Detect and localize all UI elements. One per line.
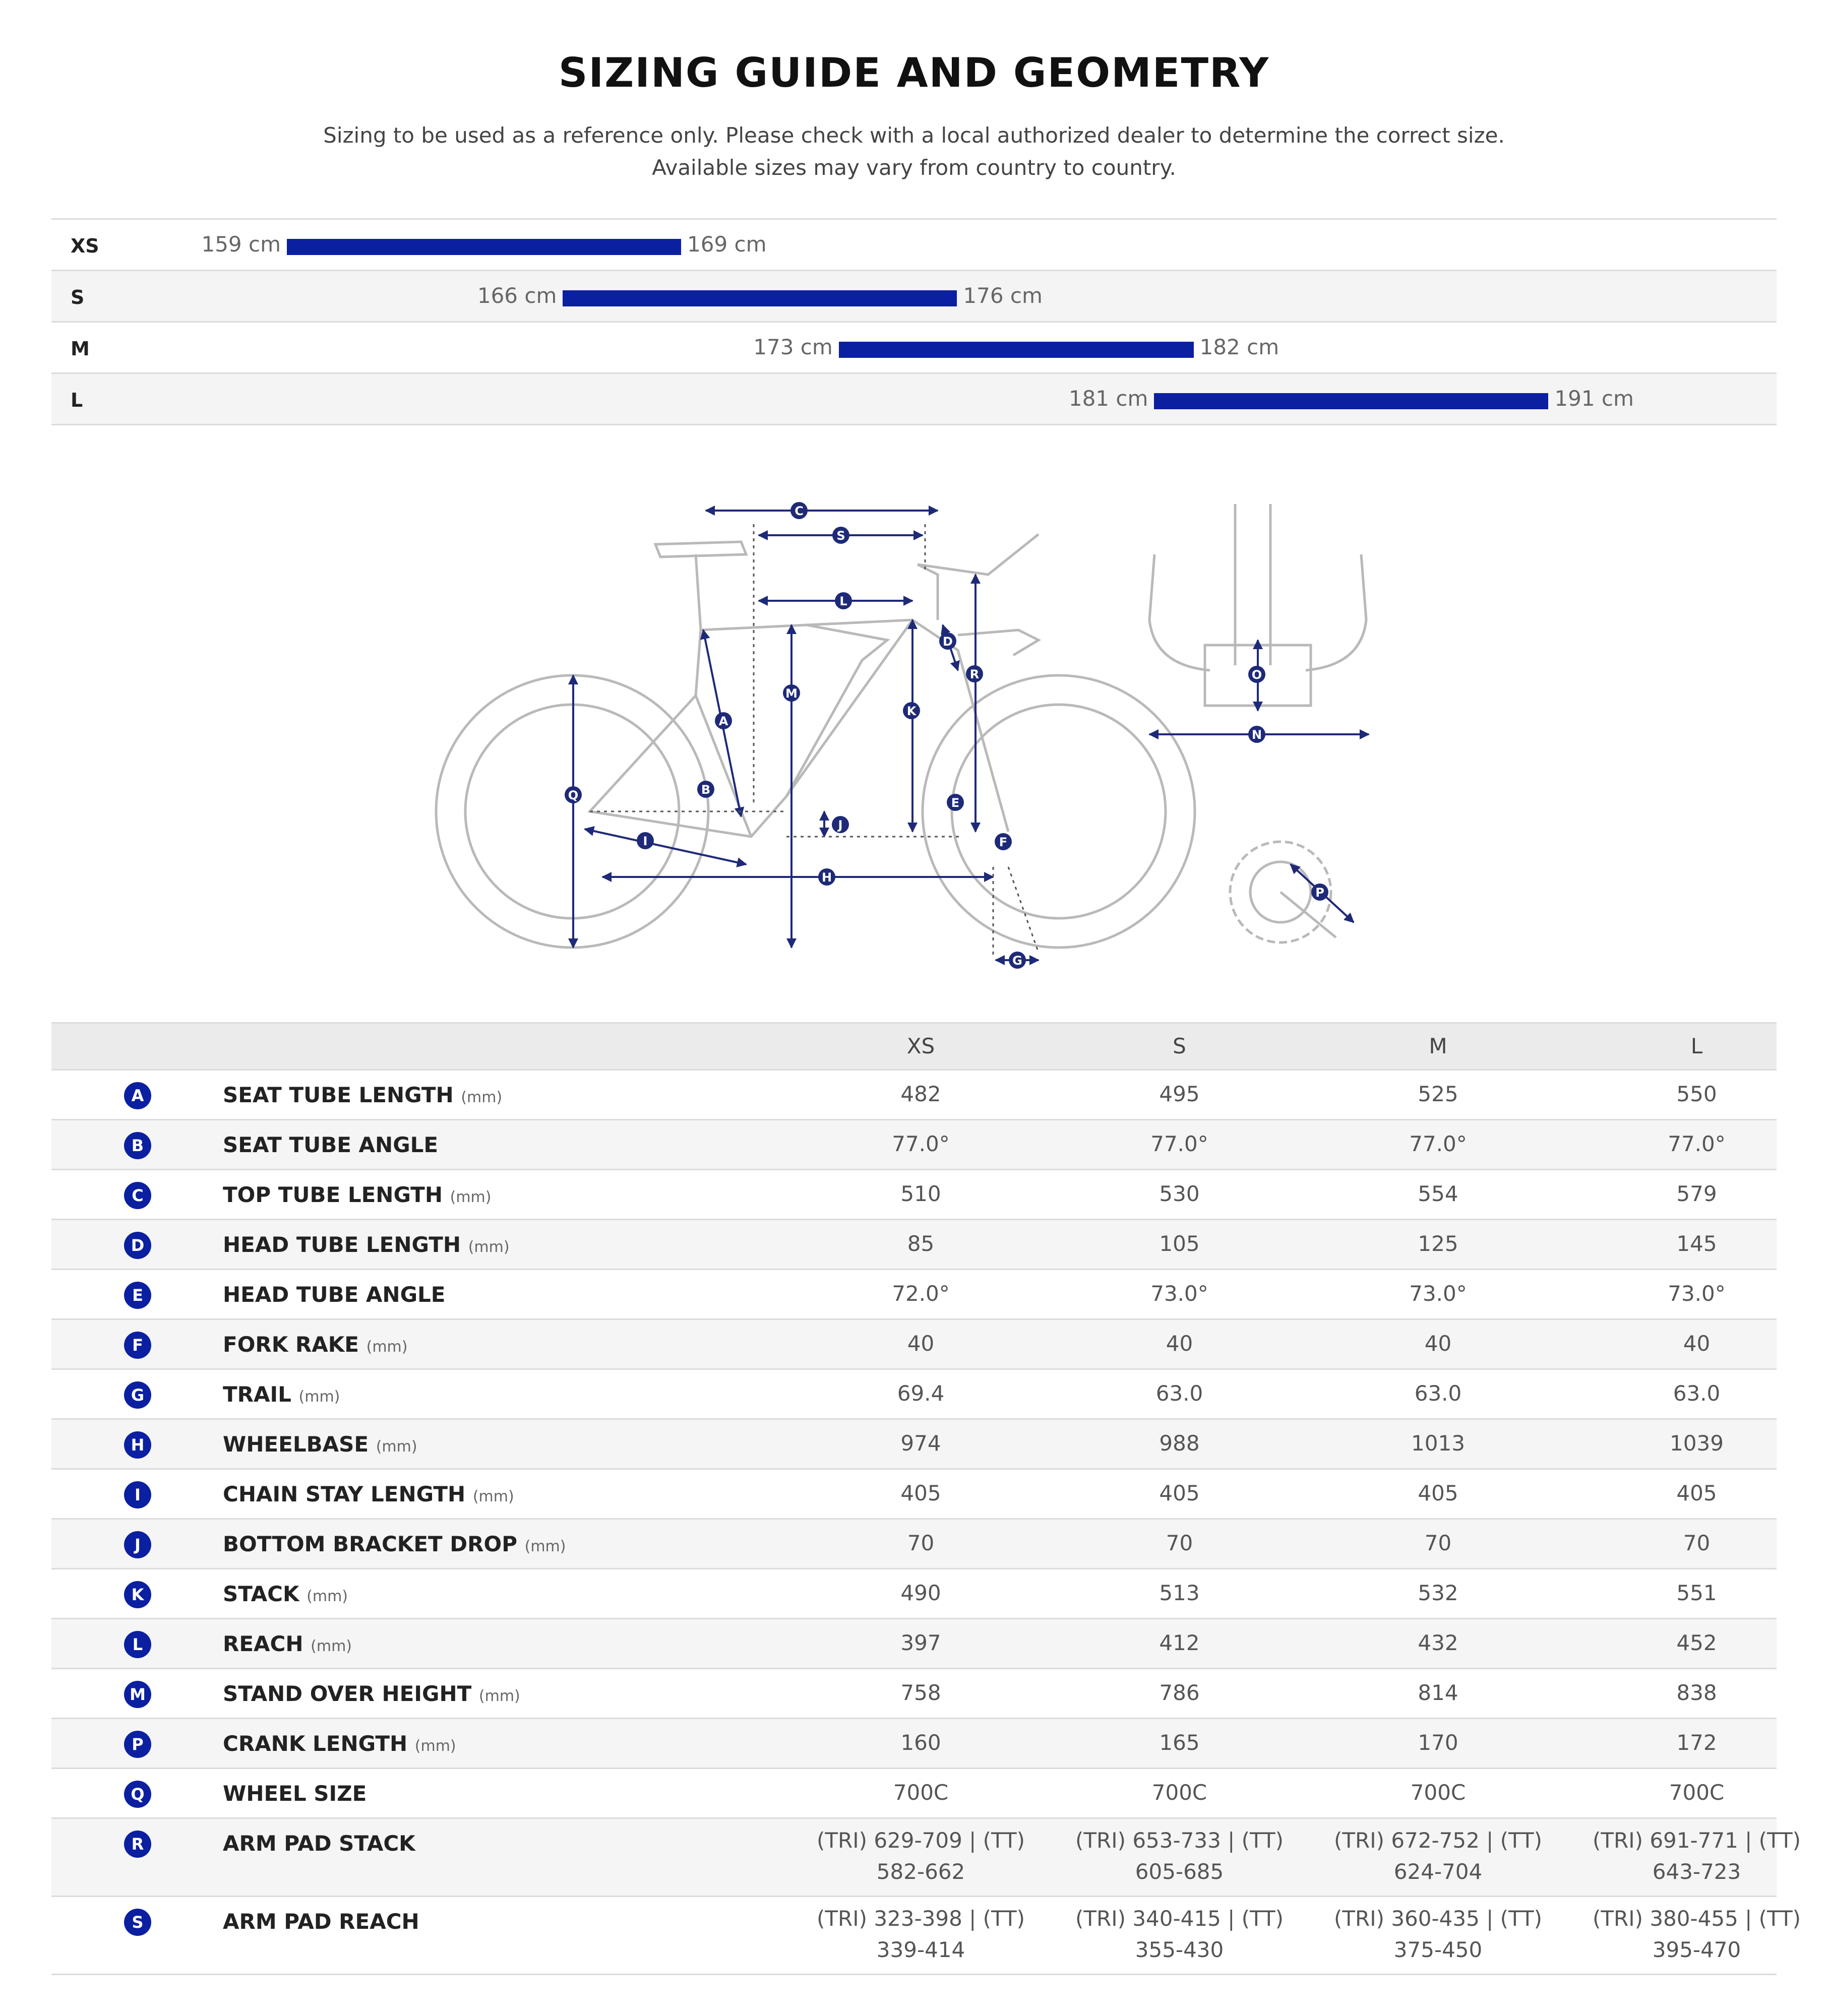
size-range-row [51,321,1777,372]
table-cell: 700C [1669,1780,1725,1805]
dimension-letter-badge: R [124,1831,151,1858]
diagram-badge-letter: D [943,635,953,649]
table-cell: 405 [1418,1481,1458,1505]
table-cell: 1039 [1670,1431,1724,1456]
measurement-unit: (mm) [461,1089,503,1106]
measurement-unit: (mm) [414,1737,456,1755]
table-cell: 70 [1424,1531,1452,1555]
table-cell: 70 [1166,1531,1193,1555]
table-cell: 579 [1676,1181,1717,1206]
geometry-diagram [0,484,1828,978]
size-range-chart [51,218,1777,425]
measurement-name: ARM PAD STACK [223,1831,415,1856]
diagram-badge-letter: J [838,818,843,832]
table-row [51,1470,1777,1520]
table-cell: 525 [1418,1082,1458,1106]
table-cell: 170 [1418,1730,1458,1755]
table-cell: (TRI) 360-435 | (TT) 375-450 [1333,1906,1543,1962]
dimension-letter-badge: L [124,1631,151,1658]
dimension-letter-badge: F [124,1332,151,1359]
table-cell: (TRI) 672-752 | (TT) 624-704 [1333,1828,1543,1884]
table-cell: 105 [1159,1231,1200,1256]
dimension-letter-badge: K [124,1581,151,1608]
table-row [51,1070,1777,1120]
dimension-letter-badge: M [124,1681,151,1708]
table-cell: 758 [900,1680,941,1705]
measurement-name: SEAT TUBE ANGLE [223,1132,439,1157]
table-cell: 513 [1159,1581,1200,1605]
table-cell: 145 [1676,1231,1717,1256]
table-cell: 397 [900,1630,941,1655]
aerobars [918,534,1039,655]
size-range-min: 173 cm [753,335,833,359]
measurement-unit: (mm) [376,1438,417,1456]
table-cell: 40 [907,1331,935,1356]
table-cell: 700C [893,1780,949,1805]
dimension-letter-badge: B [124,1132,151,1159]
measurement-name: WHEELBASE [223,1432,369,1457]
measurement-name: TRAIL [223,1382,291,1407]
front-wheel [923,675,1195,948]
size-range-row [51,270,1777,321]
table-cell: 172 [1676,1730,1717,1755]
table-cell: 63.0 [1673,1381,1721,1406]
table-cell: (TRI) 340-415 | (TT) 355-430 [1075,1906,1284,1962]
table-cell: 532 [1418,1581,1458,1605]
table-cell: 405 [1676,1481,1717,1505]
measurement-name: BOTTOM BRACKET DROP [223,1532,517,1556]
table-cell: (TRI) 380-455 | (TT) 395-470 [1592,1906,1801,1962]
dimension-letter-badge: E [124,1282,151,1309]
measurement-unit: (mm) [311,1637,352,1655]
size-range-max: 176 cm [963,283,1043,308]
size-range-label: XS [71,235,99,257]
measurement-label [223,1582,348,1609]
table-cell: 77.0° [1668,1131,1726,1156]
table-row [51,1569,1777,1619]
table-cell: 974 [900,1431,941,1456]
table-cell: 63.0 [1414,1381,1462,1406]
column-header-xs: XS [906,1034,935,1058]
dimension-letter-badge: H [124,1431,151,1459]
measurement-name: CHAIN STAY LENGTH [223,1482,466,1506]
diagram-badge-letter: M [785,686,798,701]
dim-I [585,829,746,864]
diagram-badge-letter: H [821,870,832,885]
table-row [51,1420,1777,1470]
dimension-letter-badge: P [124,1731,151,1758]
size-range-bar [1154,393,1548,409]
measurement-unit: (mm) [468,1238,510,1256]
measurement-name: REACH [223,1631,303,1656]
bike-frame [590,620,1008,837]
diagram-badge-letter: F [999,835,1008,849]
diagram-badge-letter: Q [568,788,579,802]
measurement-name: WHEEL SIZE [223,1781,367,1806]
table-row [51,1170,1777,1220]
table-row [51,1270,1777,1320]
table-cell: 160 [900,1730,941,1755]
table-cell: 1013 [1411,1431,1465,1456]
column-header-m: M [1429,1034,1447,1058]
measurement-label [223,1631,352,1659]
diagram-badge-letter: I [643,834,648,848]
table-cell: 40 [1424,1331,1452,1356]
table-cell: 77.0° [1150,1131,1208,1156]
measurement-name: STAND OVER HEIGHT [223,1681,472,1706]
measurement-unit: (mm) [524,1538,566,1555]
measurement-unit: (mm) [478,1687,520,1705]
table-cell: 432 [1418,1630,1458,1655]
measurement-label [223,1182,491,1210]
size-range-label: M [71,338,90,360]
measurement-name: STACK [223,1582,299,1606]
table-cell: 77.0° [892,1131,950,1156]
diagram-badge-letter: A [718,714,728,728]
diagram-badge-letter: L [839,594,847,608]
measurement-unit: (mm) [366,1338,408,1356]
table-cell: 73.0° [1150,1281,1208,1306]
column-header-l: L [1690,1034,1703,1058]
size-range-max: 191 cm [1554,386,1634,411]
table-cell: 73.0° [1409,1281,1467,1306]
measurement-name: FORK RAKE [223,1332,359,1357]
diagram-badge-letter: K [906,704,917,718]
table-cell: 70 [907,1531,935,1555]
measurement-unit: (mm) [450,1188,492,1206]
size-range-bar [287,239,681,255]
size-range-bar [839,342,1194,358]
measurement-label [223,1482,514,1509]
size-range-label: L [71,389,83,411]
measurement-name: HEAD TUBE LENGTH [223,1232,461,1257]
measurement-label [223,1681,520,1709]
table-cell: (TRI) 629-709 | (TT) 582-662 [816,1828,1025,1884]
dimension-letter-badge: I [124,1481,151,1508]
table-cell: 700C [1151,1780,1207,1805]
table-cell: (TRI) 323-398 | (TT) 339-414 [816,1906,1025,1962]
table-cell: 482 [900,1082,941,1106]
table-cell: 786 [1159,1680,1200,1705]
table-cell: 490 [900,1581,941,1605]
measurement-label [223,1332,407,1360]
measurement-label [223,1083,502,1110]
measurement-label [223,1382,340,1410]
column-header-s: S [1173,1034,1186,1058]
dimension-letter-badge: A [124,1082,151,1109]
measurement-label [223,1781,367,1806]
measurement-label [223,1232,510,1260]
table-cell: 63.0 [1155,1381,1203,1406]
diagram-badge-letter: R [969,667,980,681]
sizing-disclaimer: Sizing to be used as a reference only. Please check with a local authorized dealer to determine the correct size. [323,123,1505,148]
table-row [51,1669,1777,1719]
measurement-label [223,1731,456,1759]
measurement-name: HEAD TUBE ANGLE [223,1282,446,1307]
geometry-table [51,1022,1801,1975]
dimension-letter-badge: J [124,1531,151,1558]
availability-note: Available sizes may vary from country to country. [652,155,1176,180]
saddle [655,542,746,630]
table-cell: 165 [1159,1730,1200,1755]
table-row [51,1370,1777,1420]
page-title: SIZING GUIDE AND GEOMETRY [558,49,1270,96]
diagram-badge-letter: P [1315,886,1324,900]
table-row [51,1320,1777,1370]
diagram-badge-letter: B [701,783,711,797]
measurement-name: TOP TUBE LENGTH [223,1182,443,1207]
dimension-letter-badge: G [124,1381,151,1409]
table-cell: (TRI) 653-733 | (TT) 605-685 [1075,1828,1284,1884]
table-row [51,1819,1801,1897]
dimension-letter-badge: C [124,1182,151,1209]
size-range-min: 159 cm [201,232,281,257]
measurement-label [223,1831,415,1856]
table-row [51,1719,1777,1769]
table-row [51,1520,1777,1569]
measurement-label [223,1532,566,1559]
table-cell: 73.0° [1668,1281,1726,1306]
diagram-badge-letter: E [951,796,960,810]
size-range-bar [563,290,957,306]
size-range-max: 182 cm [1199,335,1279,359]
table-cell: 838 [1676,1680,1717,1705]
diagram-badge-letter: C [795,504,804,518]
table-cell: 530 [1159,1181,1200,1206]
table-cell: 814 [1418,1680,1458,1705]
diagram-badge-letter: S [836,529,845,543]
dimension-letter-badge: S [124,1909,151,1936]
size-range-max: 169 cm [687,232,767,257]
table-row [51,1897,1801,1975]
table-cell: 40 [1683,1331,1711,1356]
table-cell: 452 [1676,1630,1717,1655]
table-cell: 700C [1410,1780,1466,1805]
size-range-row [51,218,1777,270]
table-cell: 77.0° [1409,1131,1467,1156]
table-cell: 69.4 [897,1381,945,1406]
size-range-row [51,372,1777,425]
size-range-min: 181 cm [1068,386,1148,411]
measurement-label [223,1909,419,1934]
size-range-label: S [71,286,85,308]
table-cell: 405 [1159,1481,1200,1505]
measurement-name: SEAT TUBE LENGTH [223,1083,454,1107]
size-range-min: 166 cm [477,283,557,308]
measurement-name: CRANK LENGTH [223,1731,408,1756]
diagram-badge-letter: G [1012,954,1022,968]
measurement-unit: (mm) [472,1488,514,1505]
table-cell: 40 [1166,1331,1193,1356]
measurement-unit: (mm) [298,1388,340,1406]
diagram-badge-letter: O [1251,668,1262,682]
table-cell: 405 [900,1481,941,1505]
dimension-letter-badge: Q [124,1781,151,1808]
table-row [51,1220,1777,1270]
diagram-badge-letter: N [1251,728,1262,742]
table-cell: 550 [1676,1082,1717,1106]
table-cell: 988 [1159,1431,1200,1456]
table-cell: 554 [1418,1181,1458,1206]
measurement-label [223,1432,417,1460]
measurement-label [223,1282,446,1307]
table-cell: 495 [1159,1082,1200,1106]
table-cell: 510 [900,1181,941,1206]
measurement-label [223,1132,438,1158]
table-cell: 125 [1418,1231,1458,1256]
table-row [51,1120,1777,1170]
measurement-unit: (mm) [307,1588,348,1605]
table-cell: 412 [1159,1630,1200,1655]
table-cell: 85 [907,1231,935,1256]
table-cell: (TRI) 691-771 | (TT) 643-723 [1592,1828,1801,1884]
table-row [51,1769,1777,1819]
table-cell: 72.0° [892,1281,950,1306]
dimension-letter-badge: D [124,1232,151,1259]
table-cell: 70 [1683,1531,1711,1555]
table-row [51,1619,1777,1669]
measurement-name: ARM PAD REACH [223,1909,419,1934]
table-cell: 551 [1676,1581,1717,1605]
table-header [51,1022,1777,1070]
